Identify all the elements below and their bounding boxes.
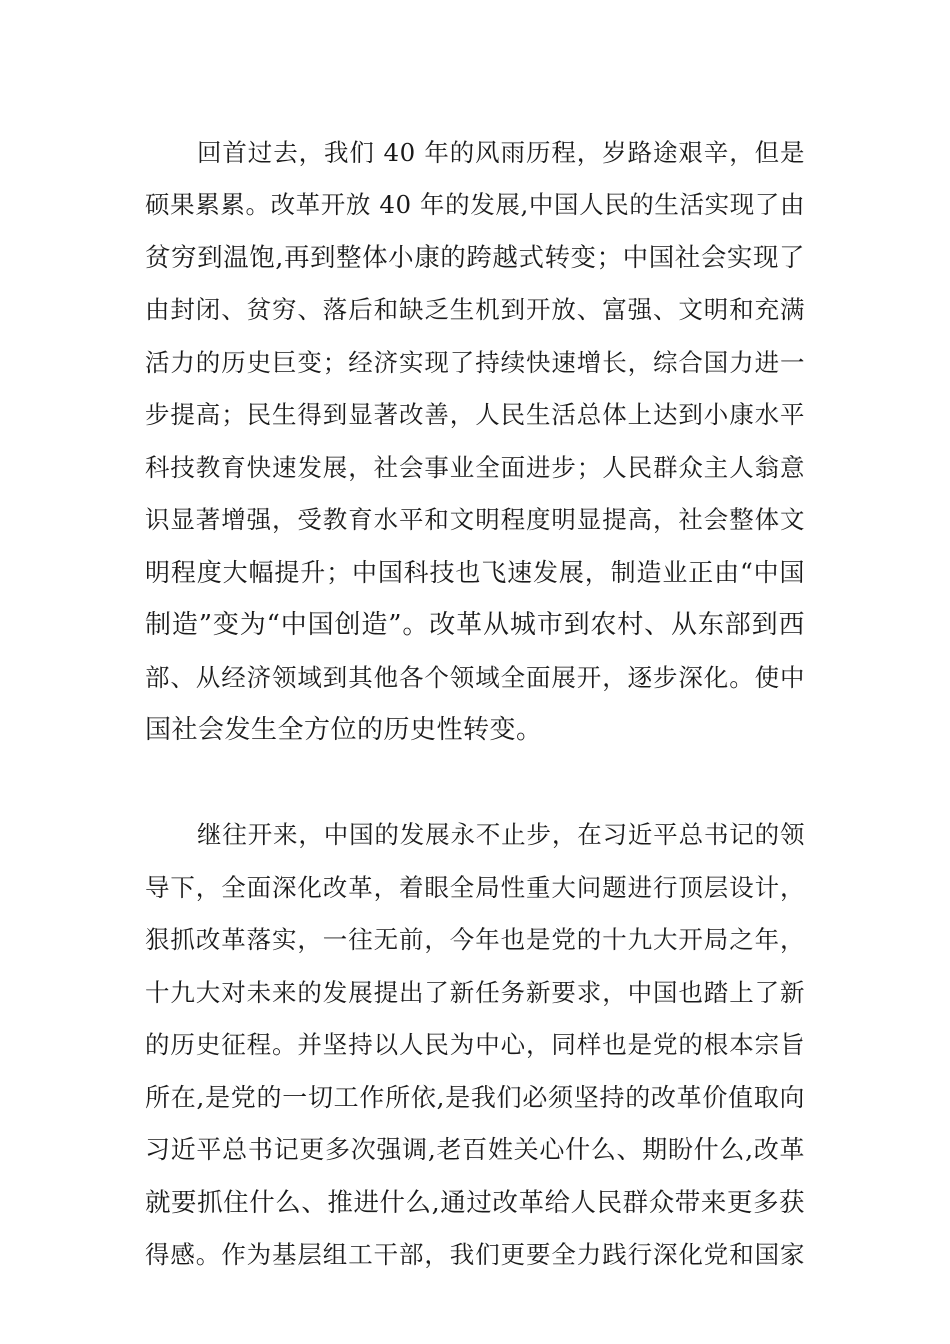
- text-line: 继往开来，中国的发展永不止步，在习近平总书记的领: [197, 820, 805, 849]
- text-line: 就要抓住什么、推进什么,通过改革给人民群众带来更多获: [145, 1188, 805, 1218]
- text-line: 导下，全面深化改革，着眼全局性重大问题进行顶层设计，: [145, 873, 805, 902]
- text-line: 贫穷到温饱,再到整体小康的跨越式转变；中国社会实现了: [145, 243, 805, 273]
- text-line: 识显著增强，受教育水平和文明程度明显提高，社会整体文: [145, 505, 805, 534]
- text-line: 硕果累累。改革开放 40 年的发展,中国人民的生活实现了由: [145, 190, 805, 219]
- text-line: 步提高；民生得到显著改善，人民生活总体上达到小康水平: [145, 400, 805, 429]
- text-line: 习近平总书记更多次强调,老百姓关心什么、期盼什么,改革: [145, 1135, 805, 1164]
- text-line: 制造”变为“中国创造”。改革从城市到农村、从东部到西: [145, 610, 805, 640]
- text-line: 科技教育快速发展，社会事业全面进步；人民群众主人翁意: [145, 453, 805, 482]
- text-line: 回首过去，我们 40 年的风雨历程，岁路途艰辛，但是: [197, 138, 805, 167]
- text-line: 活力的历史巨变；经济实现了持续快速增长，综合国力进一: [145, 348, 805, 377]
- text-line: 狠抓改革落实，一往无前，今年也是党的十九大开局之年，: [145, 925, 805, 954]
- text-line: 由封闭、贫穷、落后和缺乏生机到开放、富强、文明和充满: [145, 295, 805, 324]
- text-line: 得感。作为基层组工干部，我们更要全力践行深化党和国家: [145, 1240, 805, 1269]
- text-line: 十九大对未来的发展提出了新任务新要求，中国也踏上了新: [145, 978, 805, 1007]
- text-line: 国社会发生全方位的历史性转变。: [145, 715, 543, 745]
- text-line: 明程度大幅提升；中国科技也飞速发展，制造业正由“中国: [145, 558, 805, 587]
- text-line: 的历史征程。并坚持以人民为中心，同样也是党的根本宗旨: [145, 1030, 805, 1059]
- text-line: 所在,是党的一切工作所依,是我们必须坚持的改革价值取向: [145, 1083, 805, 1112]
- text-line: 部、从经济领域到其他各个领域全面展开，逐步深化。使中: [145, 663, 805, 692]
